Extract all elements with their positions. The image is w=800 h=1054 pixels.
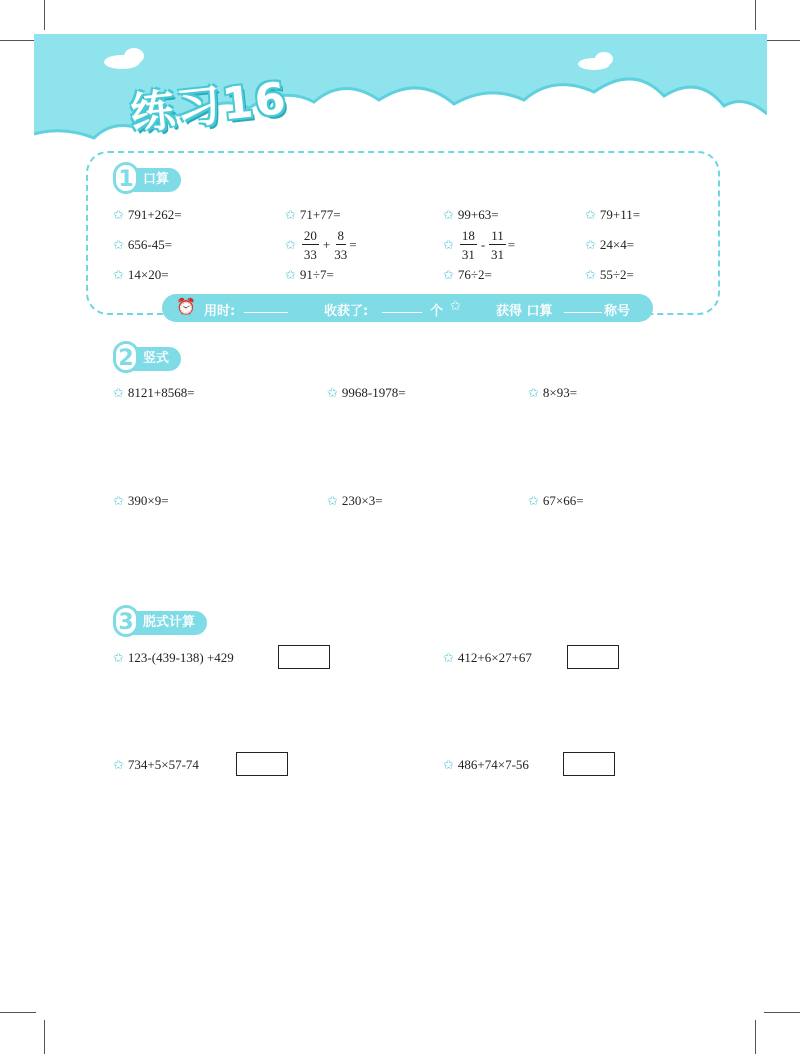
crop-mark xyxy=(0,40,36,41)
crop-mark xyxy=(44,0,45,30)
section-number-3: 3 xyxy=(113,605,139,637)
stepwise-item: ✩ 412+6×27+67 xyxy=(443,650,532,666)
vertical-item: ✩ 8×93= xyxy=(528,385,578,401)
fraction: $\frac{8}{33}$ xyxy=(334,228,348,262)
unit-label: 个 xyxy=(430,304,444,319)
oral-item: ✩ 791+262= xyxy=(113,207,182,223)
stepwise-item: ✩ 123-(439-138) +429 xyxy=(113,650,234,666)
oral-item: ✩ 24×4= xyxy=(585,237,635,253)
section-badge-stepwise xyxy=(113,611,207,635)
title-blank[interactable] xyxy=(564,298,602,313)
answer-box[interactable] xyxy=(563,752,615,776)
vertical-item: ✩ 9968-1978= xyxy=(327,385,406,401)
crop-mark xyxy=(0,1012,36,1013)
section-badge-vertical xyxy=(113,347,181,371)
oral-item: ✩ 55÷2= xyxy=(585,267,634,283)
section-label: 竖式 xyxy=(143,351,170,366)
oral-item: ✩ 91÷7= xyxy=(285,267,334,283)
harvest-blank[interactable] xyxy=(382,298,422,313)
stepwise-item: ✩ 486+74×7-56 xyxy=(443,757,529,773)
oral-item: ✩ 99+63= xyxy=(443,207,499,223)
star-icon: ✩ xyxy=(585,237,596,253)
star-icon: ✩ xyxy=(443,267,454,283)
star-icon: ✩ xyxy=(113,267,124,283)
section-number-1: 1 xyxy=(113,162,139,194)
star-icon: ✩ xyxy=(443,757,454,773)
vertical-item: ✩ 8121+8568= xyxy=(113,385,195,401)
harvest-label: 收获了: xyxy=(324,304,369,319)
star-icon: ✩ xyxy=(113,207,124,223)
section-badge-oral xyxy=(113,168,181,192)
star-icon: ✩ xyxy=(327,493,338,509)
title-label: 称号 xyxy=(604,304,631,319)
star-icon: ✩ xyxy=(585,267,596,283)
star-icon: ✩ xyxy=(113,650,124,666)
answer-box[interactable] xyxy=(236,752,288,776)
oral-item: ✩ 71+77= xyxy=(285,207,341,223)
star-icon: ✩ xyxy=(285,237,296,253)
time-blank[interactable] xyxy=(244,298,288,313)
vertical-item: ✩ 230×3= xyxy=(327,493,383,509)
star-icon: ✩ xyxy=(443,237,454,253)
section-number-2: 2 xyxy=(113,341,139,373)
star-icon: ✩ xyxy=(585,207,596,223)
vertical-item: ✩ 67×66= xyxy=(528,493,584,509)
section-label: 脱式计算 xyxy=(143,615,196,630)
oral-calc-panel xyxy=(86,151,720,315)
star-icon: ✩ xyxy=(528,385,539,401)
oral-item: ✩ 76÷2= xyxy=(443,267,492,283)
oral-item: ✩ 656-45= xyxy=(113,237,173,253)
crop-mark xyxy=(755,0,756,30)
oral-item: ✩ 14×20= xyxy=(113,267,169,283)
crop-mark xyxy=(764,1012,800,1013)
vertical-item: ✩ 390×9= xyxy=(113,493,169,509)
star-icon: ✩ xyxy=(443,650,454,666)
star-icon: ✩ xyxy=(113,237,124,253)
star-icon: ✩ xyxy=(327,385,338,401)
star-icon: ✩ xyxy=(113,385,124,401)
stepwise-item: ✩ 734+5×57-74 xyxy=(113,757,199,773)
fraction: $\frac{20}{33}$ xyxy=(303,228,317,262)
alarm-clock-icon: ⏰ xyxy=(176,297,196,316)
page-title: 练习16 xyxy=(128,72,290,141)
score-footer-bar xyxy=(162,294,653,322)
oral-item: ✩ 79+11= xyxy=(585,207,641,223)
star-icon: ✩ xyxy=(113,757,124,773)
crop-mark xyxy=(44,1020,45,1054)
answer-box[interactable] xyxy=(278,645,330,669)
answer-box[interactable] xyxy=(567,645,619,669)
earn-label: 获得 口算 xyxy=(496,304,553,319)
star-icon: ✩ xyxy=(285,207,296,223)
star-icon: ✩ xyxy=(285,267,296,283)
crop-mark xyxy=(764,40,800,41)
fraction: $\frac{11}{31}$ xyxy=(491,228,505,262)
star-icon: ✩ xyxy=(528,493,539,509)
fraction-item: ✩ $\frac{18}{31}$ - $\frac{11}{31}$ = xyxy=(443,228,516,262)
time-label: 用时: xyxy=(204,304,236,319)
crop-mark xyxy=(755,1020,756,1054)
section-label: 口算 xyxy=(143,172,170,187)
star-icon: ✩ xyxy=(450,299,461,314)
star-icon: ✩ xyxy=(443,207,454,223)
fraction-item: ✩ $\frac{20}{33}$ + $\frac{8}{33}$ = xyxy=(285,228,357,262)
star-icon: ✩ xyxy=(113,493,124,509)
fraction: $\frac{18}{31}$ xyxy=(461,228,475,262)
